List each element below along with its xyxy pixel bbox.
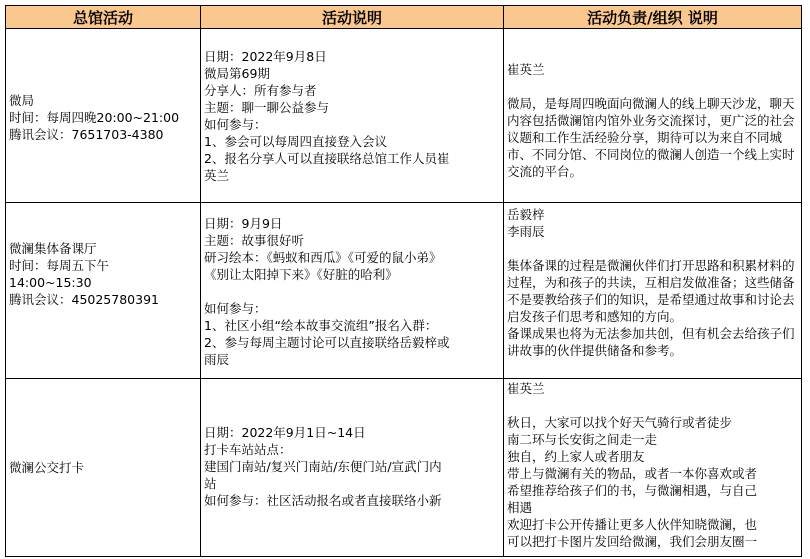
row1-activity-name: 微局 bbox=[9, 93, 35, 108]
row2-organizer-name: 李雨辰 bbox=[507, 224, 545, 239]
row2-activity-time-range: 14:00~15:30 bbox=[9, 275, 92, 290]
row1-activity-meeting: 腾讯会议：7651703-4380 bbox=[9, 127, 164, 142]
row3-organizer-line: 欢迎打卡公开传播让更多人伙伴知晓微澜，也 bbox=[507, 517, 758, 532]
row1-organizer-cell bbox=[503, 28, 802, 203]
row2-desc-line: 《别让太阳掉下来》《好脏的哈利》 bbox=[204, 267, 398, 282]
row2-organizer-name: 岳毅梓 bbox=[507, 207, 545, 222]
row1-organizer-name: 崔英兰 bbox=[507, 62, 545, 77]
row3-organizer-line: 相遇 bbox=[507, 500, 533, 515]
row3-organizer-line: 独自，约上家人或者朋友 bbox=[507, 449, 645, 464]
row3-desc-line: 如何参与：社区活动报名或者直接联络小新 bbox=[204, 493, 442, 508]
row2-desc-line: 主题：故事很好听 bbox=[204, 233, 305, 248]
activity-table bbox=[5, 5, 802, 557]
row3-desc-line: 建国门南站/复兴门南站/东便门站/宣武门内 bbox=[204, 459, 442, 474]
row3-activity-name: 微澜公交打卡 bbox=[9, 460, 85, 475]
row2-desc-line: 1、社区小组“绘本故事交流组”报名入群： bbox=[204, 318, 438, 333]
spacer bbox=[507, 78, 798, 95]
row2-desc-line: 日期：9月9日 bbox=[204, 216, 283, 231]
row3-organizer-line: 南二环与长安街之间走一走 bbox=[507, 432, 658, 447]
row1-activity-cell bbox=[5, 28, 201, 203]
row3-organizer-line: 带上与微澜有关的物品，或者一本你喜欢或者 bbox=[507, 466, 758, 481]
header-col-activity-description: 活动说明 bbox=[200, 5, 504, 29]
row3-activity-cell bbox=[5, 378, 201, 557]
row2-desc-line: 雨辰 bbox=[204, 352, 230, 367]
row3-organizer-cell bbox=[503, 378, 802, 557]
row1-desc-line: 2、报名分享人可以直接联络总馆工作人员崔 bbox=[204, 151, 450, 166]
row2-desc-line: 研习绘本：《蚂蚁和西瓜》《可爱的鼠小弟》 bbox=[204, 250, 442, 265]
row1-description-cell bbox=[200, 28, 504, 203]
row2-desc-line: 2、参与每周主题讨论可以直接联络岳毅梓或 bbox=[204, 335, 450, 350]
header-col-organizer: 活动负责/组织 说明 bbox=[503, 5, 802, 29]
row3-organizer-line: 秋日，大家可以找个好天气骑行或者徒步 bbox=[507, 415, 733, 430]
row1-desc-line: 日期：2022年9月8日 bbox=[204, 49, 327, 64]
spacer bbox=[507, 397, 798, 414]
row1-organizer-text: 微局，是每周四晚面向微澜人的线上聊天沙龙，聊天内容包括微澜馆内馆外业务交流探讨，更广泛的社会议题和工作生活经验分享，期待可以为来自不同城市、不同分馆、不同岗位的微澜人创造一个线上实时交流的平台。 bbox=[507, 96, 795, 179]
row3-organizer-name: 崔英兰 bbox=[507, 381, 545, 396]
row3-description-cell bbox=[200, 378, 504, 557]
row2-activity-meeting: 腾讯会议：45025780391 bbox=[9, 292, 159, 307]
row2-activity-time: 时间：每周五下午 bbox=[9, 258, 110, 273]
row1-desc-line: 分享人：所有参与者 bbox=[204, 83, 317, 98]
row3-desc-line: 打卡车站站点： bbox=[204, 442, 292, 457]
row2-activity-name: 微澜集体备课厅 bbox=[9, 241, 97, 256]
row3-desc-line: 站 bbox=[204, 476, 217, 491]
row2-desc-line: 如何参与： bbox=[204, 301, 267, 316]
row1-desc-line: 主题：聊一聊公益参与 bbox=[204, 100, 330, 115]
row2-organizer-text: 集体备课的过程是微澜伙伴们打开思路和积累材料的过程，为和孩子的共读，互相启发做准备；这些储备不是要教给孩子们的知识，是希望通过故事和讨论去启发孩子们思考和感知的方向。 bbox=[507, 258, 795, 324]
spacer bbox=[507, 240, 798, 257]
row3-organizer-line: 希望推荐给孩子们的书，与微澜相遇，与自己 bbox=[507, 483, 758, 498]
row1-desc-line: 如何参与： bbox=[204, 117, 267, 132]
row1-activity-time: 时间：每周四晚20:00~21:00 bbox=[9, 110, 180, 125]
row1-desc-line: 微局第69期 bbox=[204, 66, 270, 81]
row1-desc-line: 1、参会可以每周四直接登入会议 bbox=[204, 134, 387, 149]
row3-organizer-line: 可以把打卡图片发回给微澜，我们会朋友圈一 bbox=[507, 534, 758, 549]
row2-organizer-text: 备课成果也将为无法参加共创，但有机会去给孩子们讲故事的伙伴提供储备和参考。 bbox=[507, 326, 795, 358]
row2-activity-cell bbox=[5, 202, 201, 379]
row3-desc-line: 日期：2022年9月1日~14日 bbox=[204, 425, 366, 440]
spacer bbox=[204, 283, 500, 300]
row1-desc-line: 英兰 bbox=[204, 168, 230, 183]
row2-description-cell bbox=[200, 202, 504, 379]
header-col-main-activity: 总馆活动 bbox=[5, 5, 201, 29]
row2-organizer-cell bbox=[503, 202, 802, 379]
